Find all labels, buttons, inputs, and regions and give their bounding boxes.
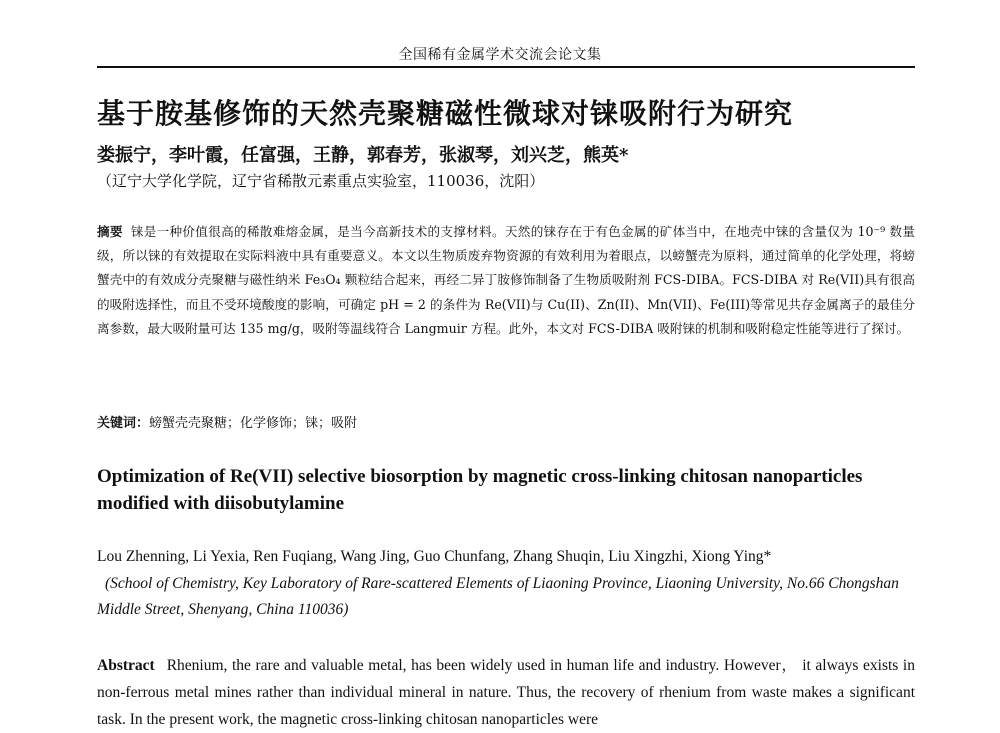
english-affiliation: (School of Chemistry, Key Laboratory of Rare-scattered Elements of Liaoning Province, Liaoning University, No.66 Chongshan Middle Street, Shenyang, China 110036) (97, 575, 899, 618)
english-authors: Lou Zhenning, Li Yexia, Ren Fuqiang, Wang Jing, Guo Chunfang, Zhang Shuqin, Liu Xingzhi, Xiong Ying* (97, 548, 772, 565)
chinese-affiliation: （辽宁大学化学院，辽宁省稀散元素重点实验室，110036，沈阳） (97, 172, 545, 190)
english-abstract-label: Abstract (97, 657, 155, 674)
chinese-abstract-label: 摘要 (97, 224, 123, 239)
chinese-keywords-label: 关键词： (97, 416, 150, 431)
running-header: 全国稀有金属学术交流会论文集 (398, 47, 602, 63)
english-abstract (97, 652, 915, 733)
english-abstract-text: Rhenium, the rare and valuable metal, has been widely used in human life and industry. However， it always exists in non-ferrous metal mines rather than individual mineral in nature. Thus, the recovery of rhenium from waste makes a significant task. In the present work, the magnetic cross-linking chitosan nanoparticles were (97, 657, 915, 728)
header-rule (97, 66, 915, 68)
chinese-authors: 娄振宁，李叶霞，任富强，王静，郭春芳，张淑琴，刘兴芝，熊英* (97, 145, 629, 166)
chinese-keywords-text: 螃蟹壳壳聚糖；化学修饰；铼；吸附 (149, 416, 358, 431)
chinese-abstract-text: 铼是一种价值很高的稀散难熔金属，是当今高新技术的支撑材料。天然的铼存在于有色金属的矿体当中，在地壳中铼的含量仅为 10⁻⁹ 数量级，所以铼的有效提取在实际料液中具有重要意义。本文以生物质废弃物资源的有效利用为着眼点，以螃蟹壳为原料，通过简单的化学处理，将螃蟹壳中的有效成分壳聚糖与磁性纳米 Fe₃O₄ 颗粒结合起来，再经二异丁胺修饰制备了生物质吸附剂 FCS-DIBA。FCS-DIBA 对 Re(VII)具有很高的吸附选择性，而且不受环境酸度的影响，可确定 pH = 2 的条件为 Re(VII)与 Cu(II)、Zn(II)、Mn(VII)、Fe(III)等常见共存金属离子的最佳分离参数，最大吸附量可达 135 mg/g，吸附等温线符合 Langmuir 方程。此外，本文对 FCS-DIBA 吸附铼的机制和吸附稳定性能等进行了探讨。 (97, 224, 916, 336)
chinese-keywords (97, 412, 357, 431)
chinese-title: 基于胺基修饰的天然壳聚糖磁性微球对铼吸附行为研究 (97, 97, 794, 130)
english-title: Optimization of Re(VII) selective biosorption by magnetic cross-linking chitosan nanoparticles modified with diisobutylamine (97, 466, 863, 514)
chinese-abstract (97, 220, 915, 341)
